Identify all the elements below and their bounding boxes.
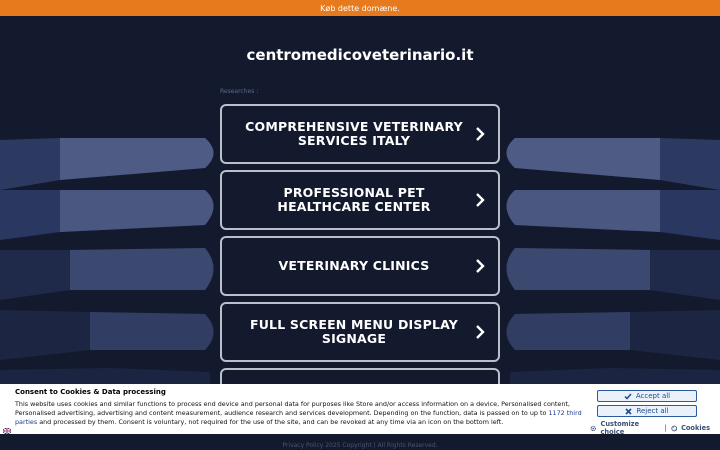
buy-domain-text[interactable]: Køb dette domæne. — [320, 3, 400, 13]
link-label: COMPREHENSIVE VETERINARY SERVICES ITALY — [245, 119, 463, 148]
consent-text-after: and processed by them. Consent is voluntary, not required for the use of the site, and can be revoked at any time via an icon on the bottom left. — [37, 418, 504, 426]
copyright-text: 2025 Copyright | All Rights Reserved. — [325, 442, 438, 449]
link-button-veterinary-clinics[interactable] — [220, 236, 500, 296]
third-parties-link[interactable]: 1172 third parties — [15, 409, 582, 426]
chevron-right-icon — [475, 324, 485, 340]
chevron-right-icon — [475, 192, 485, 208]
link-button-veterinary-services[interactable] — [220, 104, 500, 164]
link-button-menu-signage[interactable] — [220, 302, 500, 362]
link-button-pet-healthcare[interactable] — [220, 170, 500, 230]
researches-label: Researches : — [220, 88, 259, 95]
chevron-right-icon — [475, 258, 485, 274]
cookie-icon — [671, 425, 677, 432]
accept-all-label: Accept all — [635, 392, 671, 400]
domain-title: centromedicoveterinario.it — [246, 46, 474, 64]
consent-text-before: This website uses cookies and similar functions to process end device and personal data for purposes like Store and/or access information on a device, Personalised content, Personalised advertising, advertising and content measurement, audience research and services development. Depending on the function, data is passed on to up to — [15, 400, 570, 417]
footer — [0, 442, 720, 449]
chevron-right-icon — [475, 126, 485, 142]
reject-all-label: Reject all — [636, 407, 669, 415]
separator: | — [664, 424, 667, 432]
accept-all-button[interactable] — [597, 390, 697, 402]
link-label: VETERINARY CLINICS — [278, 258, 430, 273]
privacy-policy-link[interactable]: Privacy Policy — [282, 442, 324, 449]
reject-all-button[interactable] — [597, 405, 697, 417]
link-label: FULL SCREEN MENU DISPLAY SIGNAGE — [249, 317, 459, 346]
link-label: PROFESSIONAL PET HEALTHCARE CENTER — [277, 185, 431, 214]
gear-icon — [590, 425, 596, 432]
consent-description — [15, 400, 585, 427]
consent-title: Consent to Cookies & Data processing — [15, 388, 166, 396]
checkmark-icon — [624, 393, 632, 400]
customize-choice-link[interactable]: Customize choice — [600, 420, 640, 436]
uk-flag-icon[interactable] — [3, 428, 11, 434]
consent-options-row — [590, 420, 710, 436]
cookies-link[interactable]: Cookies — [681, 424, 711, 432]
close-icon — [625, 408, 632, 415]
